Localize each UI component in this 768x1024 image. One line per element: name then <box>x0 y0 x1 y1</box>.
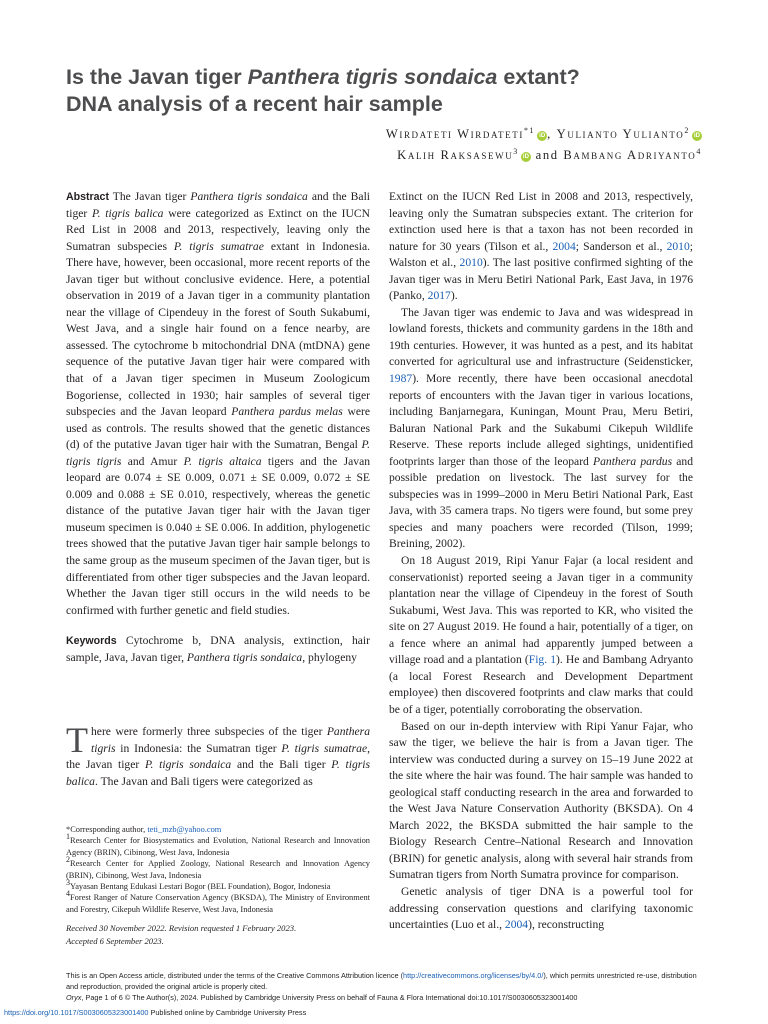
intro-text: in Indonesia: the Sumatran tiger <box>115 741 282 755</box>
footnotes <box>66 824 370 915</box>
intro-species: P. tigris sondaica <box>144 758 232 772</box>
abstract-text: were categorized as Extinct on the IUCN Red List in 2008 and 2013, respectively, leaving only the Sumatran subspecies <box>66 206 370 253</box>
abstract-species: Panthera tigris sondaica <box>190 190 308 203</box>
intro-text: here were formerly three subspecies of the tiger <box>91 725 327 738</box>
orcid-icon[interactable]: iD <box>539 133 546 139</box>
journal-name: Oryx <box>66 993 82 1002</box>
paragraph-2 <box>389 305 693 553</box>
email-link[interactable]: teti_mzb@yahoo.com <box>147 825 222 834</box>
corresponding-author <box>66 824 370 835</box>
body-text: ; Sanderson et al., <box>575 239 667 253</box>
paragraph-4: Based on our in-depth interview with Ripi Yanur Fajar, who saw the tiger, we believe the hair is from a Javan tiger. The interview was conducted during a survey on 15–19 June 2022 at the site where the hair was found. The hair sample was handed to geological staff conducting research in the area and forwarded to the West Java Nature Conservation Authority (BKSDA). On 4 March 2022, the BKSDA submitted the hair sample to the Biology Research Centre–National Research and Innovation (BRIN) for genetic analysis, along with several hair strands from Sumatran tigers from North Sumatra province for comparison. <box>389 719 693 882</box>
affiliation-3 <box>66 878 370 892</box>
intro-species: P. tigris balica <box>66 758 370 788</box>
title-text-end: extant? <box>497 65 580 89</box>
abstract-species: Panthera pardus melas <box>231 405 343 419</box>
abstract-species: P. tigris altaica <box>183 454 262 468</box>
abstract-text: extant in Indonesia. There have, however, been occasional, more recent reports of the Javan tiger but without conclusive evidence. Here, a potential observation in 2019 of a Javan tiger in a community plantation near the village of Cipendeuy in the forest of South Sukabumi, West Java, and a single hair found on a fence nearby, are assessed. The cytochrome b mitochondrial DNA (mtDNA) gene sequence of the putative Javan tiger hair were compared with that of a Javan tiger specimen in Museum Zoologicum Bogoriense, collected in 1930; hair samples of several tiger subspecies and the Javan leopard <box>66 239 371 419</box>
intro-text: . The Javan and Bali tigers were categorized as <box>94 774 313 788</box>
orcid-icon[interactable]: iD <box>694 133 700 139</box>
author-2-affiliation: 2 <box>684 125 690 135</box>
intro-species: P. tigris sumatrae <box>281 741 368 755</box>
body-species: Panthera pardus <box>593 454 673 468</box>
license-footer <box>66 970 706 1003</box>
author-3-affiliation: 3 <box>513 146 519 156</box>
body-text: ). He and Bambang Adryanto (a local Forest Research and Development Department employee) then discovered footprints and claw marks that could be of a tiger, potentially corroborating the observation. <box>389 653 693 716</box>
abstract-text: and the Bali tiger <box>66 190 371 220</box>
reference-link[interactable]: 1987 <box>389 372 413 386</box>
paragraph-5 <box>389 884 693 934</box>
body-text: ), reconstructing <box>528 918 605 932</box>
author-2: Yulianto Yulianto <box>556 127 685 141</box>
reference-link[interactable]: 2004 <box>552 239 576 253</box>
license-link[interactable]: http://creativecommons.org/licenses/by/4.0/ <box>403 971 544 980</box>
reference-link[interactable]: 2004 <box>504 918 529 932</box>
paragraph-3 <box>389 553 693 718</box>
affiliation-2 <box>66 855 370 881</box>
title-line-2: DNA analysis of a recent hair sample <box>66 92 443 116</box>
reference-link[interactable]: 2010 <box>459 256 483 270</box>
author-1: Wirdateti Wirdateti <box>385 127 524 141</box>
author-list <box>102 124 702 166</box>
published-online-text: Published online by Cambridge University Press <box>148 1008 307 1017</box>
reference-link[interactable]: 2010 <box>666 239 690 253</box>
abstract <box>66 189 370 619</box>
keywords-text: Cytochrome b, DNA analysis, extinction, hair sample, Java, Javan tiger, <box>66 634 370 664</box>
title-text: Is the Javan tiger <box>66 65 248 89</box>
abstract-label: Abstract <box>66 191 109 203</box>
affiliation-number: 2 <box>66 855 70 865</box>
intro-text: , the Javan tiger <box>66 741 371 772</box>
journal-citation <box>66 992 706 1003</box>
doi-footer <box>4 1008 306 1017</box>
received-dates <box>66 922 370 947</box>
doi-link[interactable]: https://doi.org/10.1017/S0030605323001400 <box>4 1008 149 1017</box>
body-text: On 18 August 2019, Ripi Yanur Fajar (a local resident and conservationist) reported seeing a Javan tiger in a community plantation near the village of Cipendeuy in the forest of South Sukabumi, West Java. This was reported to KR, who visited the site on 27 August 2019. He found a hair, potentially of a tiger, on a fence where an animal had apparently jumped between a village road and a plantation ( <box>389 554 693 667</box>
affiliation-number: 3 <box>66 878 70 888</box>
drop-cap: T <box>66 720 88 760</box>
affiliation-number: 4 <box>66 889 70 899</box>
affiliation-number: 1 <box>66 832 70 842</box>
abstract-text: and Amur <box>121 454 184 468</box>
affiliation-text: Research Center for Biosystematics and Evolution, National Research and Innovation Agency (BRIN), Cibinong, West Java, Indonesia <box>66 836 370 857</box>
affiliation-1 <box>66 832 370 858</box>
body-text: ). More recently, there have been occasional anecdotal reports of encounters with the Javan tiger in various locations, including Banjarnegara, Kuningan, Mount Prau, Meru Betiri, Baluran National Park and the Sukabumi Cikepuh Wildlife Reserve. These reports include alleged sightings, unidentified footprints larger than those of the leopard <box>389 372 693 468</box>
accepted-line: Accepted 6 September 2023. <box>66 935 164 946</box>
abstract-species: P. tigris balica <box>92 206 164 220</box>
license-text-part: ), which permits unrestricted re-use, distribution and reproduction, provided the original article is properly cited. <box>66 971 697 991</box>
license-text <box>66 970 706 992</box>
body-text: Extinct on the IUCN Red List in 2008 and 2013, respectively, leaving only the Sumatran subspecies extant. The criterion for extinction used here is that a taxon has not been recorded in nature for 30 years (Tilson et al., <box>389 190 693 253</box>
author-3: Kalih Raksasewu <box>397 148 514 162</box>
author-1-affiliation: *1 <box>523 125 536 135</box>
intro-species: Panthera tigris <box>91 725 370 755</box>
introduction <box>66 720 371 790</box>
license-text-part: This is an Open Access article, distributed under the terms of the Creative Commons Attribution licence ( <box>66 971 404 980</box>
author-4-affiliation: 4 <box>696 146 702 156</box>
body-text: and possible predation on livestock. The last survey for the subspecies was in 1999–2000 in Meru Betiri National Park, East Java, with 35 camera traps. No tigers were found, but some prey species and many poachers were recorded (Tilson, 1999; Breining, 2002). <box>389 454 694 551</box>
author-4: Bambang Adriyanto <box>563 148 697 162</box>
abstract-text: were used as controls. The results showed that the genetic distances (d) of the putative Javan tiger hair with the Sumatran, Bengal <box>66 405 370 452</box>
keywords-text: , phylogeny <box>302 650 357 664</box>
affiliation-text: Yayasan Bentang Edukasi Lestari Bogor (BEL Foundation), Bogor, Indonesia <box>70 882 331 892</box>
affiliation-4 <box>66 889 370 915</box>
intro-text: and the Bali tiger <box>231 758 332 772</box>
abstract-text: tigers and the Javan leopard are 0.074 ± SE 0.009, 0.071 ± SE 0.009, 0.072 ± SE 0.009 and 0.088 ± SE 0.010, respectively, whereas the genetic distance of the putative Javan tiger hair with the Javan tiger museum specimen is 0.040 ± SE 0.006. In addition, phylogenetic trees showed that the putative Javan tiger hair sample belongs to the same group as the museum specimen of the Javan tiger, but is differentiated from other tiger subspecies and the Javan leopard. Whether the Javan tiger still occurs in the wild needs to be confirmed with further genetic and field studies. <box>66 454 371 617</box>
right-column <box>389 189 693 934</box>
affiliation-text: Research Center for Applied Zoology, National Research and Innovation Agency (BRIN), Cibinong, West Java, Indonesia <box>66 859 370 880</box>
body-text: ; Walston et al., <box>389 239 693 270</box>
orcid-icon[interactable]: iD <box>522 154 529 160</box>
title-species: Panthera tigris sondaica <box>247 65 498 89</box>
article-title <box>66 64 726 118</box>
reference-link[interactable]: 2017 <box>427 289 451 303</box>
citation-text: , Page 1 of 6 © The Author(s), 2024. Published by Cambridge University Press on behalf of Fauna & Flora International doi:10.1017/S0030605323001400 <box>81 993 578 1002</box>
abstract-species: P. tigris sumatrae <box>173 239 264 253</box>
body-text: Genetic analysis of tiger DNA is a powerful tool for addressing conservation questions and clarifying taxonomic uncertainties (Luo et al., <box>389 884 693 932</box>
author-separator: , <box>547 127 557 141</box>
keywords-label: Keywords <box>66 635 117 648</box>
abstract-species: P. tigris tigris <box>66 438 370 468</box>
received-line: Received 30 November 2022. Revision requested 1 February 2023. <box>66 923 297 933</box>
left-column <box>66 189 370 666</box>
keywords-species: Panthera tigris sondaica <box>186 650 303 664</box>
body-text: ). The last positive confirmed sighting of the Javan tiger was in Meru Betiri National Park, East Java, in 1976 (Panko, <box>389 256 693 303</box>
abstract-text: The Javan tiger <box>108 190 191 203</box>
author-and: and <box>530 148 564 162</box>
body-text: The Javan tiger was endemic to Java and was widespread in lowland forests, thickets and community gardens in the 18th and 19th centuries. However, it was hunted as a pest, and its habitat converted for agricultural use and infrastructure (Seidensticker, <box>389 305 693 369</box>
figure-link[interactable]: Fig. 1 <box>528 653 557 667</box>
affiliation-text: Forest Ranger of Nature Conservation Agency (BKSDA), The Ministry of Environment and Forestry, Cikepuh Wildlife Reserve, West Java, Indonesia <box>66 893 370 914</box>
paragraph-1 <box>389 189 693 305</box>
keywords <box>66 633 370 666</box>
body-text: ). <box>450 289 458 303</box>
corresponding-label: *Corresponding author, <box>66 825 148 834</box>
